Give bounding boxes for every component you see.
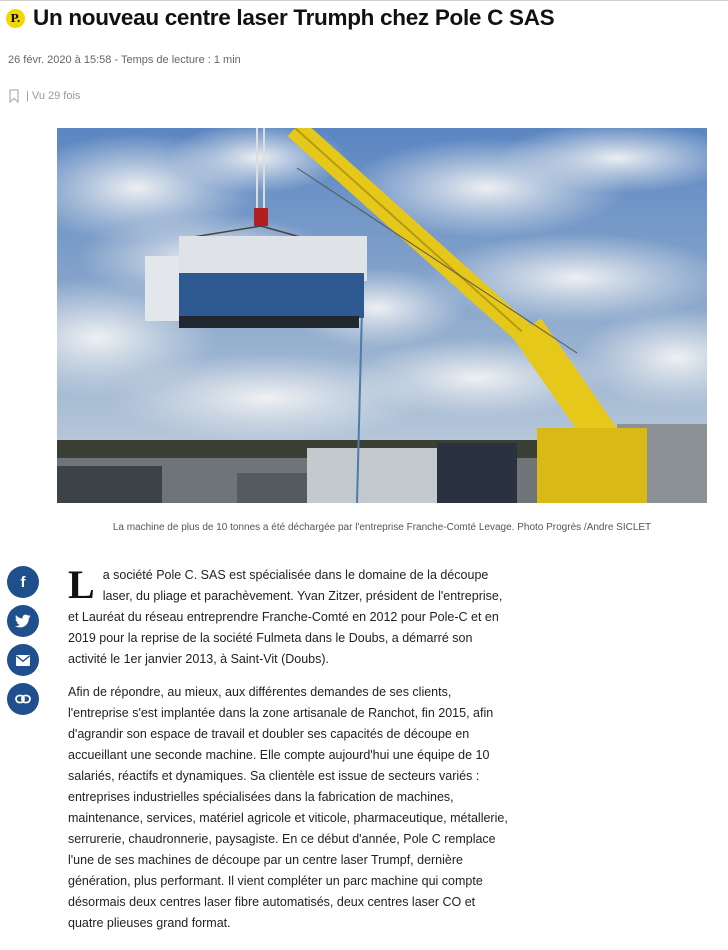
publish-date: 26 févr. 2020 à 15:58 bbox=[8, 54, 112, 66]
brand-logo-icon[interactable]: P. bbox=[6, 9, 25, 28]
drop-cap: L bbox=[68, 562, 95, 607]
page-title: Un nouveau centre laser Trumph chez Pole C SAS bbox=[33, 5, 555, 30]
meta-separator: - bbox=[111, 54, 121, 66]
article-paragraph bbox=[68, 682, 508, 934]
article-meta bbox=[8, 54, 241, 66]
email-share-button[interactable] bbox=[7, 644, 39, 676]
facebook-icon: f bbox=[20, 573, 26, 591]
paragraph-text: a société Pole C. SAS est spécialisée dans le domaine de la découpe laser, du pliage et parachèvement. Yvan Zitzer, président de l'entreprise, et Lauréat du réseau entreprendre Franche-Comté en 2012 pour Pole-C et en 2019 pour la reprise de la société Fulmeta dans le Doubs, a démarré son activité le 1er janvier 2013, à Saint-Vit (Doubs). bbox=[68, 568, 503, 666]
envelope-icon bbox=[16, 655, 30, 666]
top-divider bbox=[0, 0, 728, 1]
twitter-share-button[interactable] bbox=[7, 605, 39, 637]
article-body bbox=[68, 562, 508, 946]
link-icon bbox=[15, 694, 31, 704]
twitter-icon bbox=[15, 614, 31, 628]
bookmark-icon[interactable] bbox=[8, 89, 20, 103]
view-count: | Vu 29 fois bbox=[26, 90, 81, 102]
reading-time: Temps de lecture : 1 min bbox=[120, 54, 241, 66]
article-stats bbox=[8, 89, 80, 103]
article-paragraph bbox=[68, 562, 508, 670]
photo-caption: La machine de plus de 10 tonnes a été déchargée par l'entreprise Franche-Comté Levage. Photo Progrès /Andre SICLET bbox=[112, 522, 652, 533]
article-photo[interactable] bbox=[57, 128, 707, 503]
facebook-share-button[interactable] bbox=[7, 566, 39, 598]
paragraph-text: Afin de répondre, au mieux, aux différentes demandes de ses clients, l'entreprise s'est implantée dans la zone artisanale de Ranchot, fin 2015, afin d'agrandir son espace de travail et doubler ses capacités de découpe en accueillant une seconde machine. Elle compte aujourd'hui une équipe de 10 salariés, réactifs et dynamiques. Sa clientèle est issue de secteurs variés : entreprises industrielles spécialisées dans la fabrication de machines, maintenance, services, matériel agricole et viticole, pharmaceutique, métallerie, serrurerie, chaudronnerie, paysagiste. En ce début d'année, Pole C remplace l'une de ses machines de découpe par un centre laser Trumpf, dernière génération, plus performant. Il vient compléter un parc machine qui compte désormais deux centres laser fibre automatisés, deux centres laser CO et quatre plieuses grand format. bbox=[68, 685, 508, 930]
copy-link-button[interactable] bbox=[7, 683, 39, 715]
article-header bbox=[6, 6, 554, 30]
